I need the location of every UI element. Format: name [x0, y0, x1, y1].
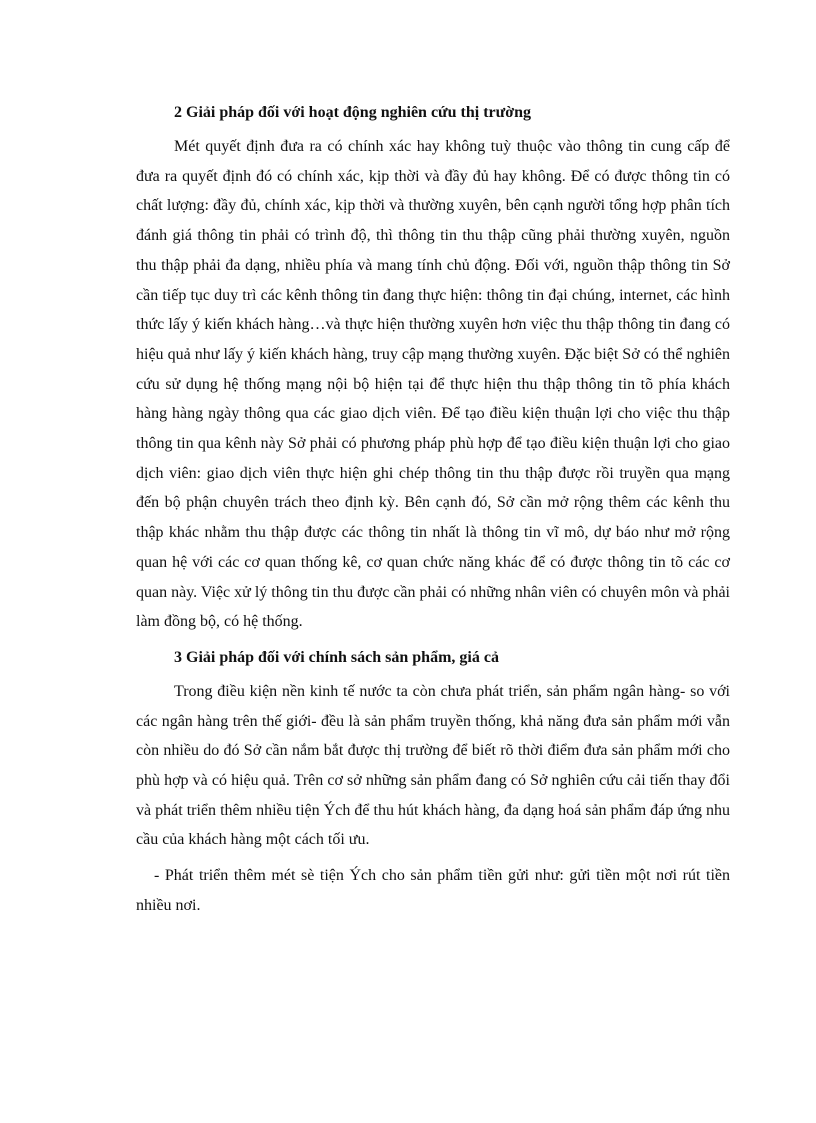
document-body	[136, 98, 730, 927]
paragraph-product-pricing: Trong điều kiện nền kinh tế nước ta còn chưa phát triển, sản phẩm ngân hàng- so với các ngân hàng trên thế giới- đều là sản phẩm truyền thống, khả năng đưa sản phẩm mới vẫn còn nhiều do đó Sở cần nắm bắt được thị trường để biết rõ thời điểm đưa sản phẩm mới cho phù hợp và có hiệu quả. Trên cơ sở những sản phẩm đang có Sở nghiên cứu cải tiến thay đổi và phát triển thêm nhiều tiện Ých để thu hút khách hàng, đa dạng hoá sản phẩm đáp ứng nhu cầu của khách hàng một cách tối ưu.	[136, 682, 730, 849]
paragraph-market-research: Mét quyết định đưa ra có chính xác hay không tuỳ thuộc vào thông tin cung cấp để đưa ra quyết định đó có chính xác, kịp thời và đầy đủ hay không. Để có được thông tin có chất lượng: đầy đủ, chính xác, kịp thời và thường xuyên, bên cạnh người tổng hợp phân tích đánh giá thông tin phải có trình độ, thì thông tin thu thập cũng phải thường xuyên, nguồn thu thập phải đa dạng, nhiều phía và mang tính chủ động. Đối với, nguồn thập thông tin Sở cần tiếp tục duy trì các kênh thông tin đang thực hiện: thông tin đại chúng, internet, các hình thức lấy ý kiến khách hàng…và thực hiện thường xuyên hơn việc thu thập thông tin đang có hiệu quả như lấy ý kiến khách hàng, truy cập mạng thường xuyên. Đặc biệt Sở có thể nghiên cứu sử dụng hệ thống mạng nội bộ hiện tại để thực hiện thu thập thông tin tõ phía khách hàng hàng ngày thông qua các giao dịch viên. Để tạo điều kiện thuận lợi cho việc thu thập thông tin qua kênh này Sở phải có phương pháp phù hợp để tạo điều kiện thuận lợi cho giao dịch viên: giao dịch viên thực hiện ghi chép thông tin thu thập được rồi truyền qua mạng đến bộ phận chuyên trách theo định kỳ. Bên cạnh đó, Sở cần mở rộng thêm các kênh thu thập khác nhằm thu thập được các thông tin nhất là thông tin vĩ mô, dự báo như mở rộng quan hệ với các cơ quan thống kê, cơ quan chức năng khác để có được thông tin tõ các cơ quan này. Việc xử lý thông tin thu được cần phải có những nhân viên có chuyên môn và phải làm đồng bộ, có hệ thống.	[136, 138, 730, 631]
section-heading-market-research: 2 Giải pháp đối với hoạt động nghiên cứu thị trường	[174, 104, 532, 121]
paragraph-bullet-deposit: - Phát triển thêm mét sè tiện Ých cho sản phẩm tiền gửi như: gửi tiền một nơi rút tiền nhiều nơi.	[136, 867, 730, 914]
section-heading-product-pricing: 3 Giải pháp đối với chính sách sản phẩm, giá cả	[174, 648, 499, 666]
